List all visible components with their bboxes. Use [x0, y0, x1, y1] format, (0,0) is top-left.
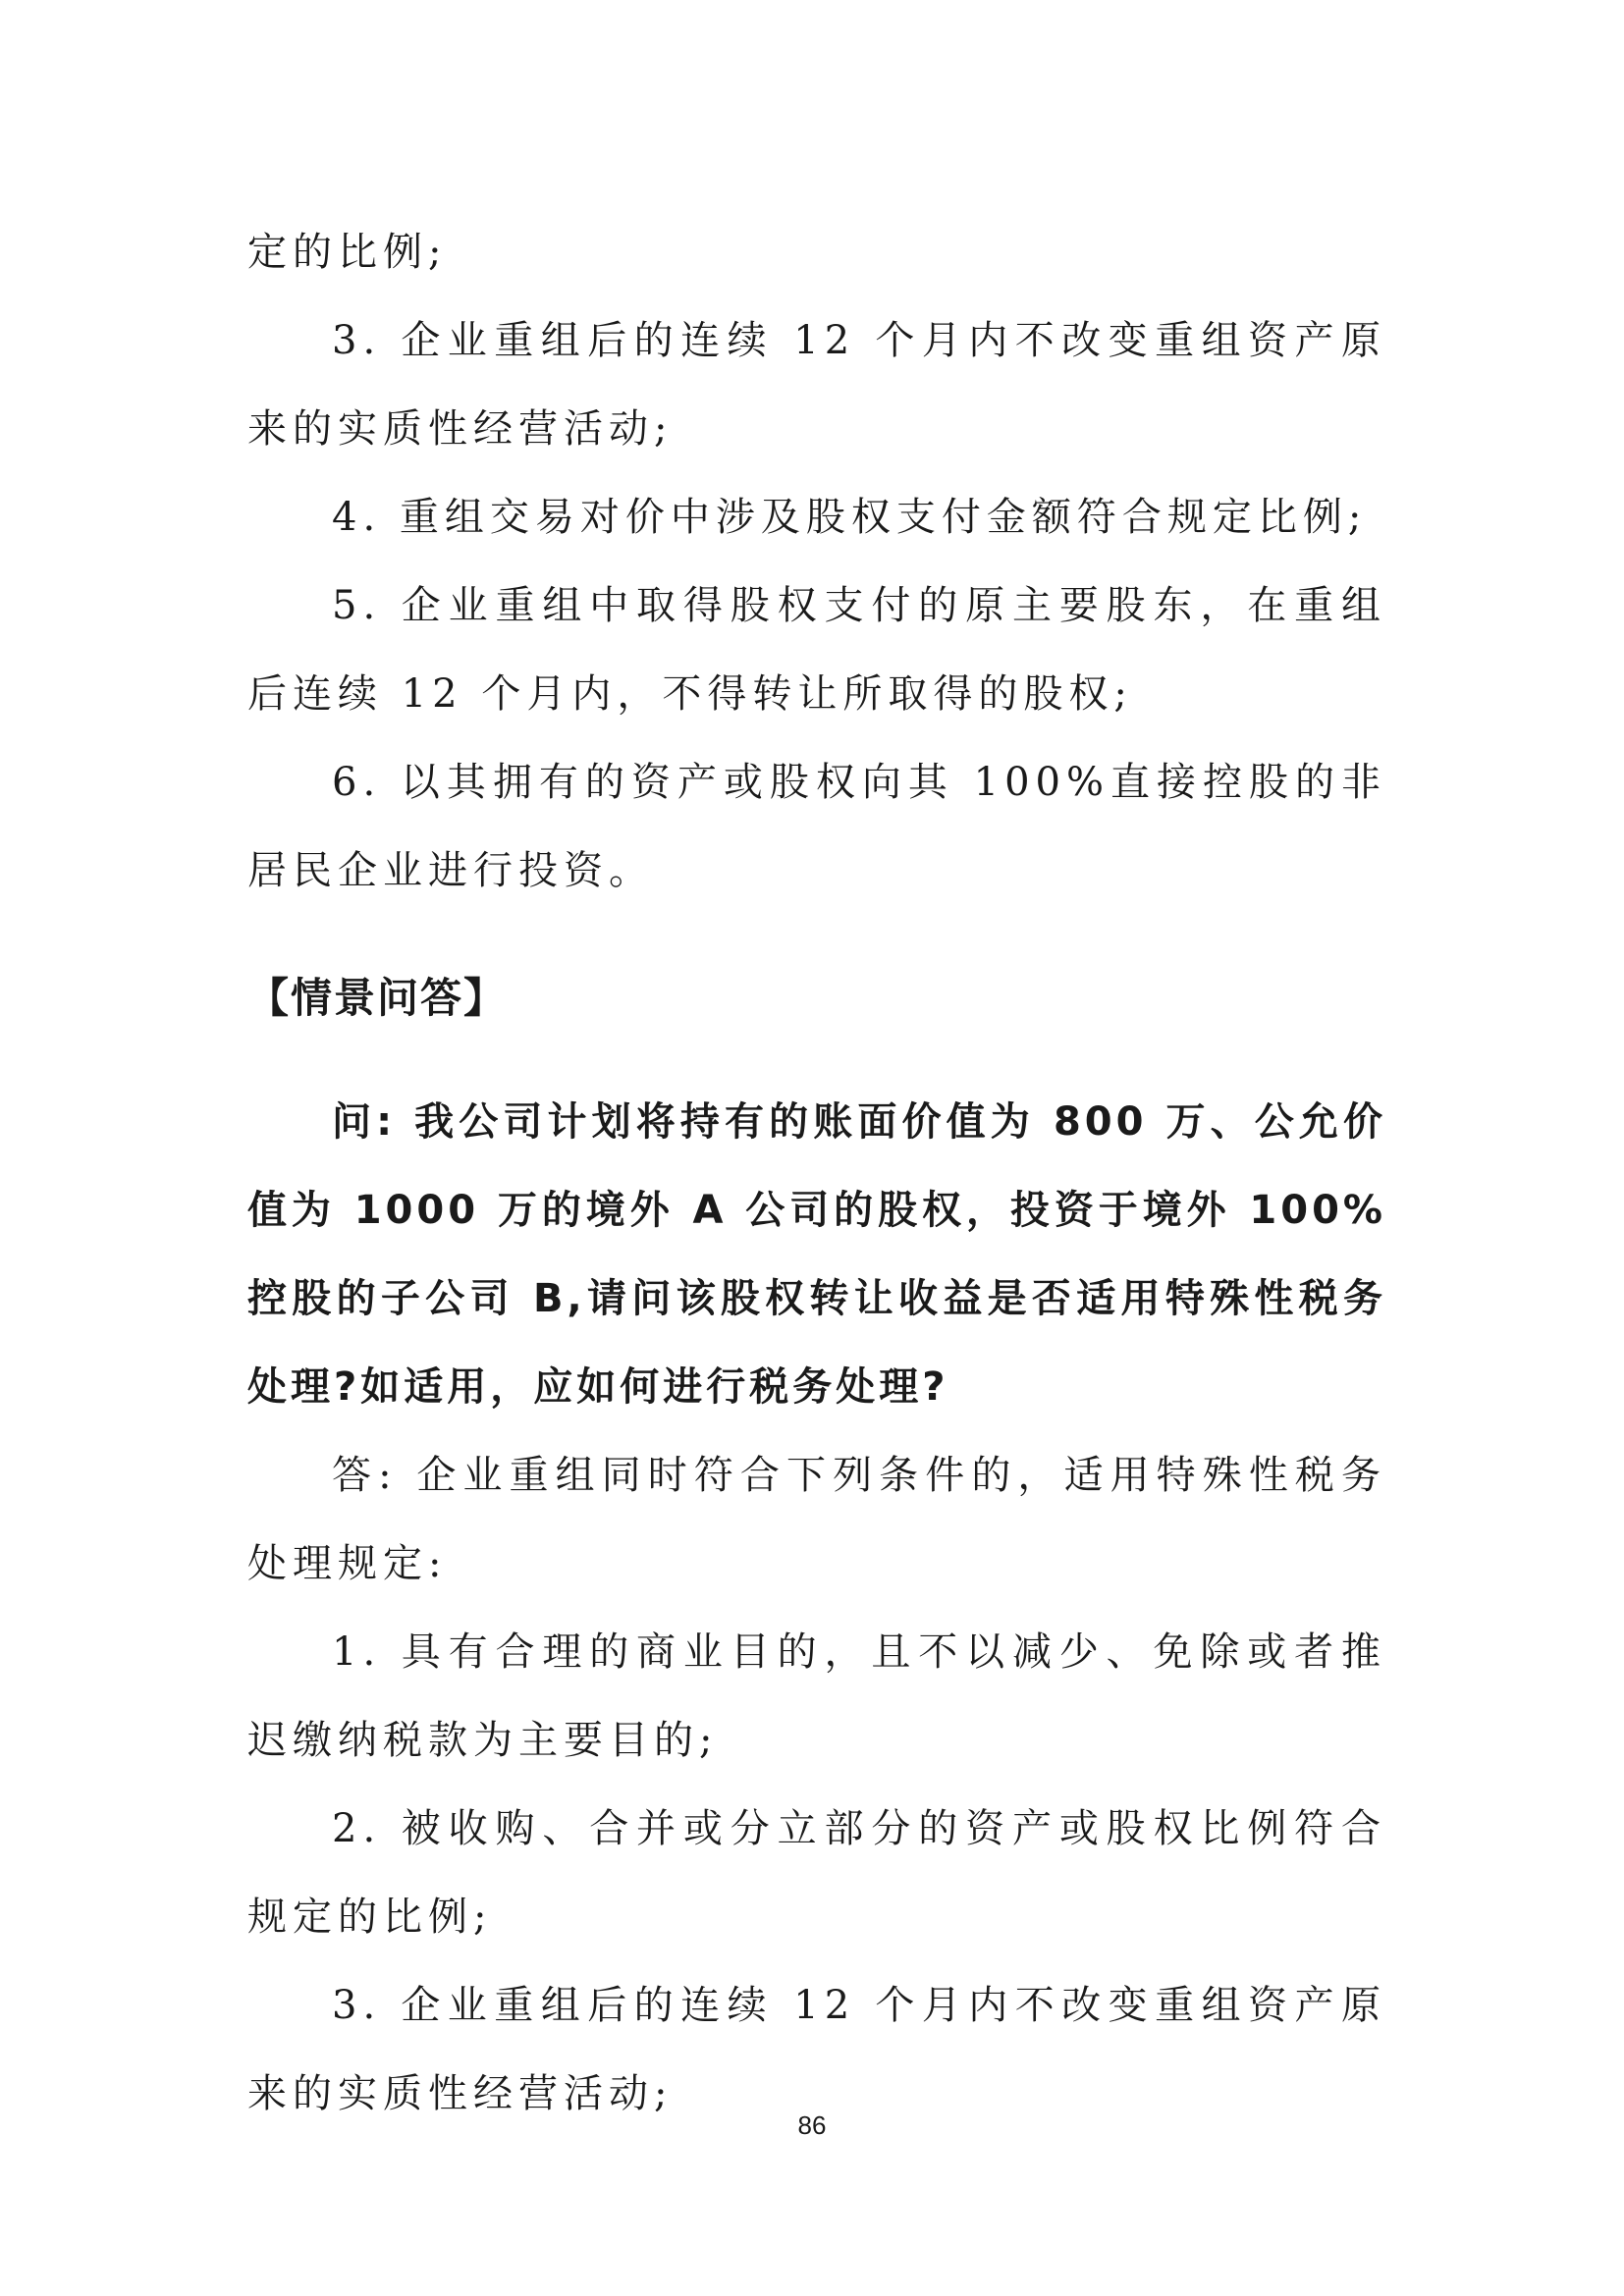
answer-intro: 答: 企业重组同时符合下列条件的，适用特殊性税务处理规定:: [247, 1453, 1386, 1586]
section-heading: 【情景问答】: [247, 974, 508, 1022]
question-paragraph: 问: 我公司计划将持有的账面价值为 800 万、公允价值为 1000 万的境外 A 公司的股权，投资于境外 100%控股的子公司 B,请问该股权转让收益是否适用特殊性税务处理?如适用，应如何进行税务处理?: [247, 1099, 1386, 1410]
condition-item-6: 6. 以其拥有的资产或股权向其 100%直接控股的非居民企业进行投资。: [247, 760, 1386, 893]
paragraph-continuation: 定的比例;: [247, 230, 448, 275]
answer-item-2: 2. 被收购、合并或分立部分的资产或股权比例符合规定的比例;: [247, 1806, 1386, 1940]
condition-item-5: 5. 企业重组中取得股权支付的原主要股东，在重组后连续 12 个月内，不得转让所取得的股权;: [247, 583, 1386, 717]
page-body: [247, 208, 1386, 2138]
condition-item-4: 4. 重组交易对价中涉及股权支付金额符合规定比例;: [332, 495, 1368, 540]
page-number: 86: [797, 2110, 827, 2140]
answer-item-1: 1. 具有合理的商业目的，且不以减少、免除或者推迟缴纳税款为主要目的;: [247, 1629, 1386, 1763]
answer-item-3: 3. 企业重组后的连续 12 个月内不改变重组资产原来的实质性经营活动;: [247, 1983, 1386, 2116]
condition-item-3: 3. 企业重组后的连续 12 个月内不改变重组资产原来的实质性经营活动;: [247, 318, 1386, 452]
